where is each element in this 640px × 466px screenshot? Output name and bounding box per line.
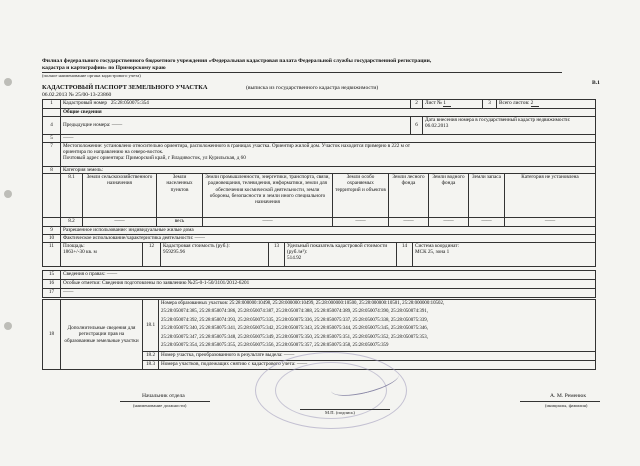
specific-cost-value: 514.92: [287, 255, 302, 262]
area-value: 1863+/-30 кв. м: [63, 249, 97, 256]
document-title: КАДАСТРОВЫЙ ПАСПОРТ ЗЕМЕЛЬНОГО УЧАСТКА: [42, 84, 208, 91]
category-header-forest: Земли лесного фонда: [389, 174, 429, 218]
row-number: 18.1: [143, 300, 159, 352]
previous-numbers-value: ——: [111, 122, 123, 129]
document-title-note: (выписка из государственного кадастра недвижимости): [246, 85, 379, 91]
category-header-agricultural: Земли сельскохозяйственного назначения: [83, 174, 157, 218]
additional-info-label: Дополнительные сведения для регистрации прав на образованные земельные участки: [61, 300, 143, 370]
parcels-to-remove: Номера участков, подлежащих снятию с кадастрового учета: ——: [159, 361, 596, 370]
sheet-value: 1: [443, 100, 451, 107]
signature-caption: М.П. (подпись): [325, 410, 355, 415]
formed-parcels-line: 25:28:050074:392, 25:28:050074:393, 25:28:050075:335, 25:28:050075:336, 25:28:050075:337, 25:28:050075:338, 25:28:050075:339,: [161, 317, 428, 323]
row-number: 5: [43, 135, 61, 143]
specific-cost-label: Удельный показатель кадастровой стоимости (руб./м²):: [287, 243, 388, 256]
category-value: ——: [429, 218, 469, 227]
row-number: 7: [43, 143, 61, 167]
registration-date-label: Дата внесения номера в государственный кадастр недвижимости:: [425, 117, 571, 123]
row-17-value: ——: [61, 289, 596, 298]
usage-block: [42, 226, 596, 243]
category-header-settlements: Земли населенных пунктов: [157, 174, 203, 218]
org-line-1: Филиал федерального государственного бюджетного учреждения «Федеральная кадастровая палата Федеральной службы государственной регистрации,: [42, 58, 432, 64]
rights-info: Сведения о правах: ——: [61, 271, 596, 280]
row-number: 11: [43, 243, 61, 267]
row-number: 8.2: [61, 218, 83, 227]
land-category-block: [42, 166, 596, 227]
area-label: Площадь:: [63, 243, 85, 249]
category-header-industry: Земли промышленности, энергетики, транспорта, связи, радиовещания, телевидения, информатики, земли для обеспечения космической деятельности, земли обороны, безопасности и земли иного специального назначения: [203, 174, 333, 218]
punch-hole: [4, 322, 12, 330]
row-number: 6: [411, 117, 423, 135]
rights-notes-block: [42, 270, 596, 298]
permitted-use: Разрешенное использование: индивидуальные жилые дома: [61, 227, 596, 235]
org-caption: (полное наименование органа кадастрового учета): [42, 73, 141, 78]
general-info-block: [42, 108, 596, 143]
formed-parcels-line: 25:28:050075:354, 25:28:050075:355, 25:28:050075:356, 25:28:050075:357, 25:28:050075:358, 25:28:050075:359: [161, 343, 389, 349]
signatory-name: А. М. Ременюк: [550, 393, 587, 399]
formed-parcels-line: 25:28:050074:385, 25:28:050074:386, 25:28:050074:387, 25:28:050074:388, 25:28:050074:389, 25:28:050074:390, 25:28:050074:391,: [161, 309, 428, 315]
name-caption: (инициалы, фамилия): [545, 403, 588, 408]
category-header-not-set: Категория не установлена: [505, 174, 596, 218]
row-number: 13: [269, 243, 285, 267]
category-value: ——: [505, 218, 596, 227]
position-caption: (наименование должности): [133, 403, 187, 408]
category-header-water: Земли водного фонда: [429, 174, 469, 218]
coordinate-system-value: МСК 25, зона 1: [415, 249, 450, 256]
row-number: 17: [43, 289, 61, 298]
row-number: 10: [43, 235, 61, 243]
name-underline: [520, 401, 600, 402]
cadastral-number-value: 25:28:050075:354: [110, 100, 149, 106]
category-value: ——: [389, 218, 429, 227]
cadastral-cost-label: Кадастровая стоимость (руб.):: [163, 243, 230, 249]
row-number: 15: [43, 271, 61, 280]
land-category-label: Категория земель:: [61, 167, 596, 174]
special-notes: Особые отметки: Сведения подготовлены по заявлению №25-0-1-50/3101/2012-6201: [61, 280, 596, 289]
document-number: 06.02.2013 № 25/00-13-23860: [42, 92, 112, 98]
row-5-value: ——: [61, 135, 596, 143]
general-info-heading: Общие сведения: [61, 109, 596, 117]
total-sheets-value: 2: [531, 100, 539, 107]
registration-date-value: 06.02.2013: [425, 123, 449, 130]
row-number: 1: [43, 100, 61, 109]
total-sheets-label: Всего листов:: [499, 100, 530, 106]
category-value: весь: [157, 218, 203, 227]
category-header-reserve: Земли запаса: [469, 174, 505, 218]
coordinate-system-label: Система координат:: [415, 243, 459, 249]
row-number: 4: [43, 117, 61, 135]
row-number: 3: [483, 100, 497, 109]
cadastral-number-label: Кадастровый номер: [63, 100, 107, 106]
punch-hole: [4, 78, 12, 86]
org-line-2: кадастра и картографии» по Приморскому краю: [42, 65, 166, 71]
row-number: 16: [43, 280, 61, 289]
formed-parcels-line: Номера образованных участков: 25:28:000000:10498, 25:28:000000:10499, 25:28:000000:10500, 25:28:000000:10501, 25:28:000000:10502,: [161, 301, 445, 306]
formed-parcels-line: 25:28:050075:347, 25:28:050075:348, 25:28:050075:349, 25:28:050075:350, 25:28:050075:351, 25:28:050075:352, 25:28:050075:353,: [161, 334, 428, 340]
row-number: 14: [397, 243, 413, 267]
area-cost-block: [42, 242, 596, 267]
location-line-1: Местоположение: установлено относительно ориентира, расположенного в границах участка. Ориентир жилой дом. Участок находится примерно в 222 м от: [63, 143, 411, 149]
row-number: 9: [43, 227, 61, 235]
allocated-parcel-number: Номер участка, преобразованного в результате выдела: ——: [159, 352, 596, 361]
row-number: 8.1: [61, 174, 83, 218]
postal-address: Почтовый адрес ориентира: Приморский край, г Владивосток, ул Курильская, д 60: [63, 155, 246, 162]
category-header-protected: Земли особо охраняемых территорий и объектов: [333, 174, 389, 218]
category-value: ——: [469, 218, 505, 227]
row-number: 8: [43, 167, 61, 174]
location-line-2: ориентира по направлению на северо-восток.: [63, 149, 164, 156]
formed-parcels-line: 25:28:050075:340, 25:28:050075:341, 25:28:050075:342, 25:28:050075:343, 25:28:050075:344, 25:28:050075:345, 25:28:050075:346,: [161, 326, 428, 332]
cadastral-cost-value: 959295.96: [163, 249, 186, 256]
sheet-label: Лист №: [425, 100, 443, 106]
category-value: ——: [333, 218, 389, 227]
row-number: 2: [411, 100, 423, 109]
previous-numbers-label: Предыдущие номера:: [63, 122, 111, 129]
row-number: 12: [143, 243, 161, 267]
actual-use: Фактическое использование/характеристика деятельности: ——: [61, 235, 596, 243]
category-value: ——: [83, 218, 157, 227]
position-underline: [120, 401, 210, 402]
form-code: В.1: [592, 80, 600, 86]
row-number: 18: [43, 300, 61, 370]
location-block: [42, 142, 596, 167]
category-value: ——: [203, 218, 333, 227]
row-number: 18.2: [143, 352, 159, 361]
punch-hole: [4, 190, 12, 198]
row-number: 18.3: [143, 361, 159, 370]
signatory-position: Начальник отдела: [142, 393, 185, 399]
